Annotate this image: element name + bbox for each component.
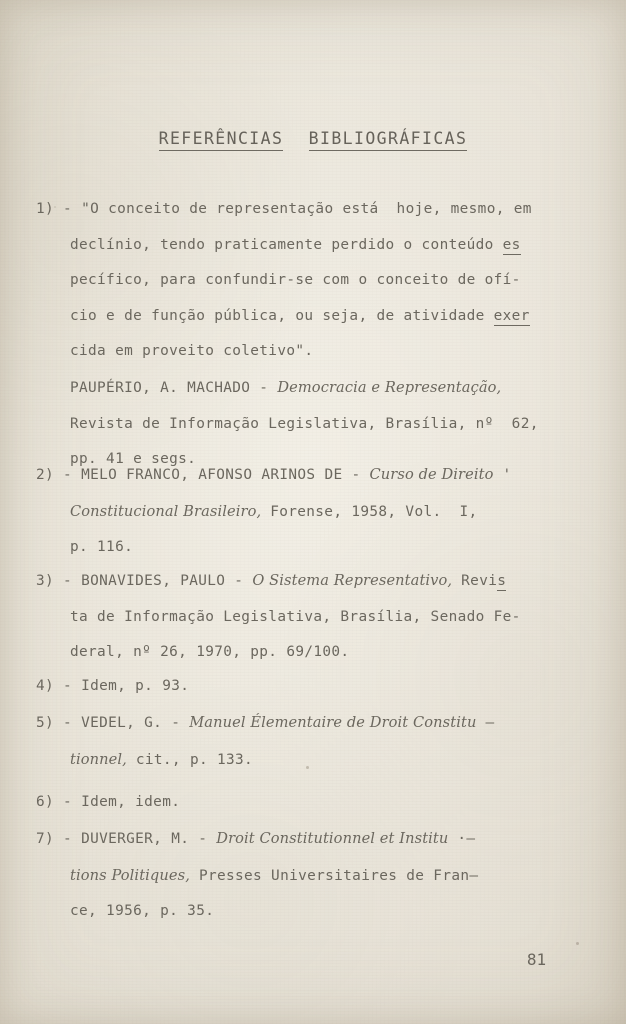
- title-word-gap: [283, 129, 308, 148]
- reference-entry-3: [36, 563, 616, 671]
- reference-text: —: [476, 715, 495, 731]
- page-title-word-references: REFERÊNCIAS: [159, 129, 284, 151]
- reference-entry-2: [36, 457, 616, 566]
- reference-text: Presses Universitaires de Fran—: [189, 867, 479, 884]
- reference-line: [36, 635, 616, 671]
- reference-work-title: Droit Constitutionnel et Institu: [216, 830, 449, 847]
- reference-text: 4) - Idem, p. 93.: [36, 678, 190, 694]
- reference-work-title: tions Politiques,: [70, 866, 190, 884]
- reference-text: 1) - "O conceito de representação está hoje, mesmo, em: [36, 201, 532, 217]
- reference-text: ta de Informação Legislativa, Brasília, Senado Fe-: [70, 608, 521, 625]
- reference-line: [36, 494, 616, 531]
- reference-text: PAUPÉRIO, A. MACHADO -: [70, 379, 278, 396]
- reference-text: deral, nº 26, 1970, pp. 69/100.: [70, 644, 350, 661]
- reference-text: cio e de função pública, ou seja, de atividade: [70, 307, 494, 324]
- reference-line: [36, 894, 616, 930]
- reference-text: declínio, tendo praticamente perdido o conteúdo: [70, 236, 503, 253]
- reference-line: [36, 457, 616, 494]
- reference-text: cit., p. 133.: [126, 751, 254, 768]
- reference-line: [36, 530, 616, 566]
- reference-line: [36, 785, 616, 821]
- reference-line: [36, 370, 616, 407]
- reference-work-title: Constitucional Brasileiro,: [70, 502, 262, 520]
- reference-entry-6: [36, 785, 616, 821]
- reference-text: Forense, 1958, Vol. I,: [261, 503, 478, 520]
- reference-line: [36, 600, 616, 636]
- reference-line: [36, 228, 616, 264]
- hyphenation-underline: s: [497, 573, 507, 589]
- reference-line: [36, 563, 616, 600]
- reference-text: pecífico, para confundir-se com o conceito de ofí-: [70, 272, 521, 289]
- page-title: [0, 129, 626, 148]
- reference-text: 6) - Idem, idem.: [36, 794, 181, 810]
- reference-text: 3) - BONAVIDES, PAULO -: [36, 573, 253, 589]
- reference-line: [36, 742, 616, 779]
- reference-line: [36, 858, 616, 895]
- reference-entry-1: [36, 192, 616, 478]
- reference-work-title: O Sistema Representativo,: [252, 572, 453, 589]
- reference-line: [36, 299, 616, 335]
- hyphenation-underline: exer: [493, 307, 530, 324]
- hyphenation-underline: es: [502, 236, 521, 253]
- reference-line: [36, 192, 616, 228]
- reference-line: [36, 334, 616, 370]
- reference-line: [36, 705, 616, 742]
- reference-text: p. 116.: [70, 539, 134, 556]
- page-title-word-bibliographic: BIBLIOGRÁFICAS: [309, 129, 468, 151]
- page-number: [0, 950, 626, 969]
- reference-entry-7: [36, 821, 616, 930]
- reference-text: cida em proveito coletivo".: [70, 343, 314, 360]
- reference-work-title: tionnel,: [70, 750, 127, 768]
- reference-work-title: Manuel Élementaire de Droit Constitu: [189, 714, 477, 731]
- reference-text: 5) - VEDEL, G. -: [36, 715, 190, 731]
- reference-entry-4: [36, 669, 616, 705]
- reference-line: [36, 821, 616, 858]
- reference-line: [36, 669, 616, 705]
- reference-text: ·–: [448, 831, 476, 847]
- reference-work-title: Democracia e Representação,: [277, 378, 502, 396]
- reference-entry-5: [36, 705, 616, 778]
- reference-text: 2) - MELO FRANCO, AFONSO ARINOS DE -: [36, 467, 370, 483]
- reference-work-title: Curso de Direito: [369, 466, 494, 483]
- reference-line: [36, 407, 616, 443]
- reference-text: ': [493, 467, 512, 483]
- reference-text: 7) - DUVERGER, M. -: [36, 831, 217, 847]
- reference-line: [36, 263, 616, 299]
- reference-text: Revista de Informação Legislativa, Brasília, nº 62,: [70, 415, 539, 432]
- reference-text: ce, 1956, p. 35.: [70, 903, 215, 920]
- page-number-value: 81: [526, 950, 547, 969]
- reference-text: pp. 41 e segs.: [70, 451, 197, 468]
- reference-text: Revi: [452, 573, 498, 589]
